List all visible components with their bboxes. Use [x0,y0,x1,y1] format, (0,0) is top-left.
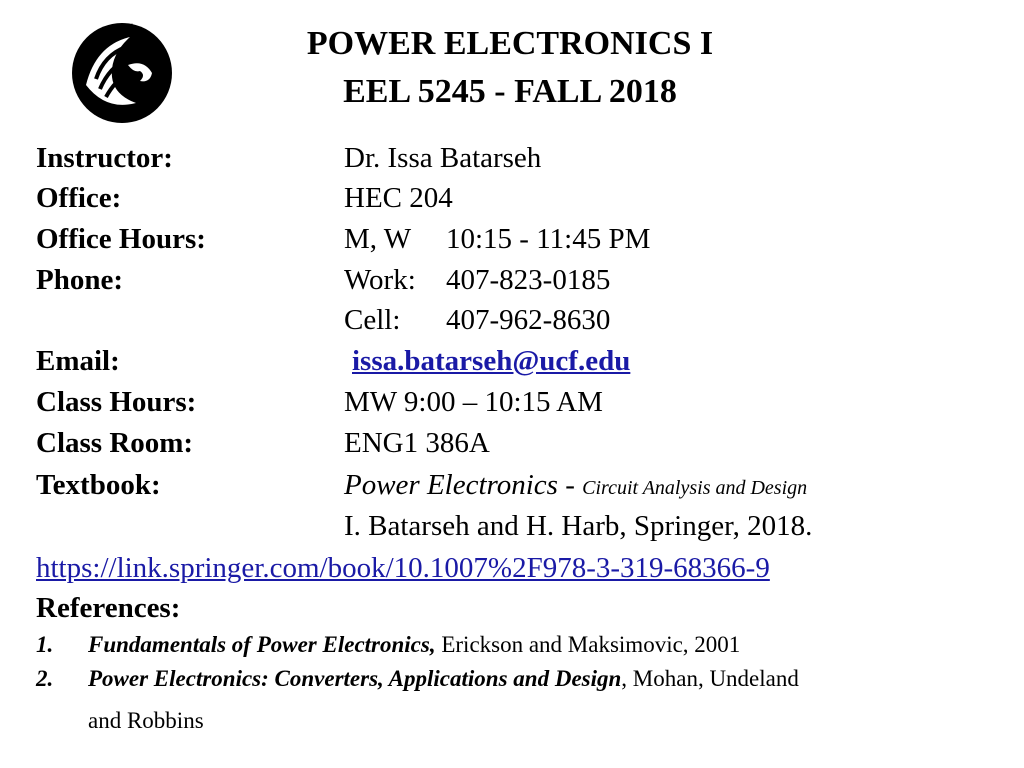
office-value: HEC 204 [344,182,453,214]
office-hours-row [36,221,996,261]
office-hours-label: Office Hours: [36,223,206,255]
phone-cell-row [36,302,996,342]
textbook-authors: I. Batarseh and H. Harb, Springer, 2018. [344,510,813,542]
phone-cell-label: Cell: [344,304,401,336]
class-hours-value: MW 9:00 – 10:15 AM [344,386,603,418]
office-hours-time: 10:15 - 11:45 PM [446,223,651,255]
class-room-label: Class Room: [36,427,194,459]
textbook-title: Power Electronics [344,469,558,501]
class-room-row [36,425,996,465]
class-hours-row [36,384,996,424]
instructor-label: Instructor: [36,142,173,174]
email-row [36,343,996,383]
textbook-url-link[interactable]: https://link.springer.com/book/10.1007%2F978-3-319-68366-9 [36,552,770,584]
reference-number: 1. [36,632,54,657]
textbook-authors-row [36,508,996,548]
page-title-line2: EEL 5245 - FALL 2018 [343,73,677,110]
reference-item-2-continuation: and Robbins [88,708,204,733]
reference-text [88,630,740,660]
phone-work-label: Work: [344,264,416,296]
textbook-value [344,467,807,506]
textbook-separator: - [557,469,583,501]
reference-sep: , [621,666,628,691]
page-title-line1: POWER ELECTRONICS I [306,25,714,62]
textbook-subtitle: Circuit Analysis and Design [582,477,808,499]
phone-row [36,262,996,302]
reference-text [88,664,799,694]
reference-sep: , [429,632,436,657]
reference-rest: Erickson and Maksimovic, 2001 [435,632,741,657]
reference-title: Power Electronics: Converters, Applications and Design [88,666,622,691]
instructor-value: Dr. Issa Batarseh [344,142,542,174]
phone-label: Phone: [36,264,123,296]
ucf-pegasus-logo-icon [66,15,178,127]
reference-number: 2. [36,666,54,691]
office-label: Office: [36,182,122,214]
reference-title: Fundamentals of Power Electronics [88,632,430,657]
office-row [36,180,996,220]
class-room-value: ENG1 386A [344,427,490,459]
reference-rest: Mohan, Undeland [627,666,799,691]
office-hours-days: M, W [344,223,412,255]
email-label: Email: [36,345,120,377]
class-hours-label: Class Hours: [36,386,197,418]
references-heading: References: [36,592,181,624]
email-link-text[interactable]: issa.batarseh@ucf.edu [352,345,631,377]
textbook-row [36,467,996,507]
phone-cell-value: 407-962-8630 [446,304,611,336]
instructor-row [36,140,996,180]
phone-work-value: 407-823-0185 [446,264,611,296]
textbook-label: Textbook: [36,469,161,501]
email-link[interactable] [352,343,630,379]
